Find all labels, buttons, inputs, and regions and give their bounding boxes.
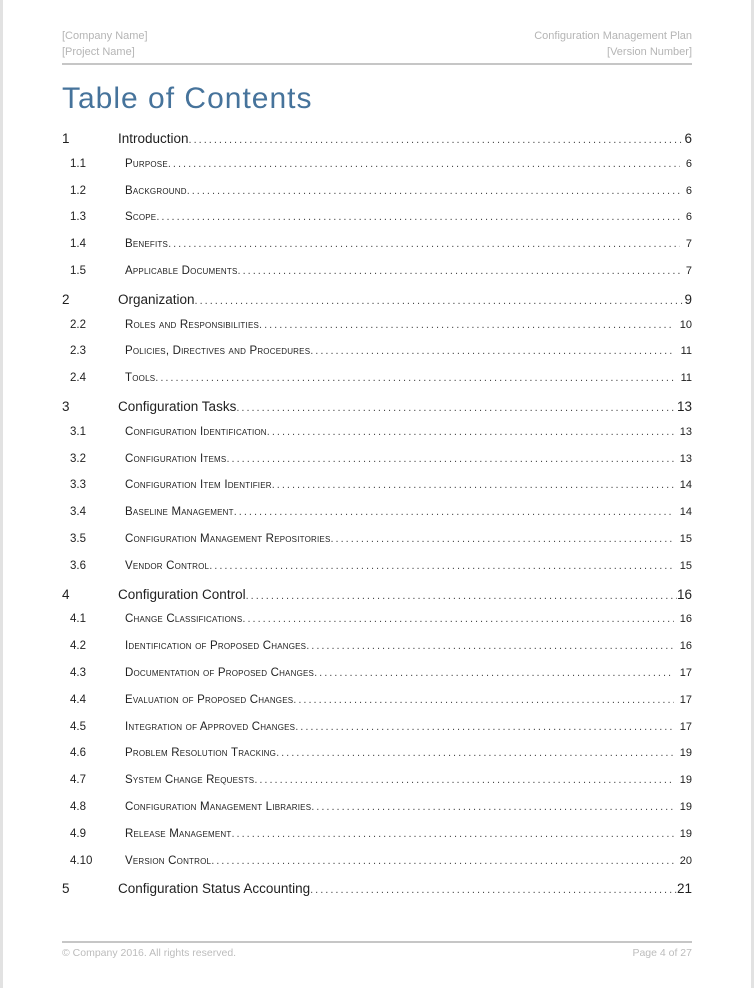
toc-entry-label: Version Control — [125, 854, 212, 867]
toc-dot-leader — [295, 721, 674, 733]
toc-dot-leader — [254, 774, 673, 786]
toc-entry-4.10[interactable] — [62, 855, 692, 882]
toc-entry-number: 4.2 — [70, 640, 86, 653]
toc-entry-page: 6 — [685, 157, 692, 170]
toc-entry-4[interactable] — [62, 587, 692, 614]
toc-entry-number: 2.2 — [70, 318, 86, 331]
toc-entry-number: 3.2 — [70, 452, 86, 465]
toc-entry-page: 17 — [679, 693, 692, 706]
toc-entry-label: Integration of Approved Changes — [125, 720, 296, 733]
toc-entry-4.7[interactable] — [62, 774, 692, 801]
toc-entry-label: Vendor Control — [125, 559, 210, 572]
toc-dot-leader — [234, 506, 674, 518]
page-title: Table of Contents — [62, 82, 313, 115]
toc-dot-leader — [330, 533, 673, 545]
toc-dot-leader — [209, 560, 674, 572]
toc-entry-4.9[interactable] — [62, 828, 692, 855]
footer-page-number: Page 4 of 27 — [632, 947, 692, 959]
page-footer-area — [62, 938, 692, 988]
toc-entry-page: 10 — [679, 318, 692, 331]
header-left — [62, 28, 148, 60]
toc-dot-leader — [246, 590, 677, 602]
toc-dot-leader — [272, 479, 674, 491]
toc-entry-label: Benefits — [125, 238, 169, 251]
toc-entry-label: Configuration Management Libraries — [125, 800, 312, 813]
toc-entry-number: 2.3 — [70, 345, 86, 358]
header-company-name: [Company Name] — [62, 30, 148, 42]
toc-entry-page: 19 — [679, 774, 692, 787]
toc-entry-4.3[interactable] — [62, 667, 692, 694]
toc-entry-number: 4.10 — [70, 854, 93, 867]
toc-entry-number: 4.1 — [70, 613, 86, 626]
toc-entry-1.5[interactable] — [62, 265, 692, 292]
toc-entry-number: 4.8 — [70, 800, 86, 813]
toc-entry-page: 6 — [685, 184, 692, 197]
toc-entry-number: 4 — [62, 586, 70, 602]
toc-entry-3[interactable] — [62, 399, 692, 426]
toc-entry-number: 1.1 — [70, 157, 86, 170]
footer-copyright: © Company 2016. All rights reserved. — [62, 947, 237, 959]
toc-entry-page: 16 — [676, 586, 692, 602]
toc-entry-page: 7 — [685, 238, 692, 251]
toc-entry-label: Change Classifications — [125, 613, 243, 626]
header-divider — [62, 63, 692, 65]
toc-entry-5[interactable] — [62, 881, 692, 908]
toc-entry-page: 17 — [679, 720, 692, 733]
toc-dot-leader — [310, 884, 677, 896]
toc-entry-page: 11 — [680, 345, 692, 358]
toc-entry-1.1[interactable] — [62, 158, 692, 185]
header-right — [534, 28, 692, 60]
toc-entry-label: Release Management — [125, 827, 232, 840]
toc-entry-4.5[interactable] — [62, 721, 692, 748]
toc-entry-number: 1.5 — [70, 264, 86, 277]
toc-entry-page: 19 — [679, 800, 692, 813]
toc-entry-label: Documentation of Proposed Changes — [125, 666, 315, 679]
toc-entry-number: 2.4 — [70, 372, 86, 385]
toc-entry-4.1[interactable] — [62, 613, 692, 640]
toc-entry-number: 3.6 — [70, 559, 86, 572]
toc-entry-label: System Change Requests — [125, 774, 255, 787]
toc-entry-number: 4.4 — [70, 693, 86, 706]
toc-entry-page: 11 — [680, 372, 692, 385]
toc-entry-page: 19 — [679, 747, 692, 760]
toc-entry-number: 3 — [62, 398, 70, 414]
header-version-number: [Version Number] — [607, 46, 692, 58]
toc-dot-leader — [306, 640, 674, 652]
toc-entry-3.1[interactable] — [62, 426, 692, 453]
toc-entry-label: Baseline Management — [125, 506, 234, 519]
toc-entry-label: Background — [125, 184, 187, 197]
toc-entry-label: Evaluation of Proposed Changes — [125, 693, 294, 706]
toc-entry-number: 1.3 — [70, 211, 86, 224]
toc-entry-2.4[interactable] — [62, 372, 692, 399]
toc-dot-leader — [155, 372, 674, 384]
toc-entry-page: 14 — [679, 506, 692, 519]
header-document-title: Configuration Management Plan — [534, 30, 692, 42]
toc-entry-label: Configuration Identification — [125, 425, 267, 438]
toc-entry-page: 20 — [679, 854, 692, 867]
toc-dot-leader — [211, 855, 674, 867]
toc-entry-page: 16 — [679, 613, 692, 626]
toc-entry-2.3[interactable] — [62, 345, 692, 372]
toc-dot-leader — [168, 238, 680, 250]
toc-entry-number: 4.5 — [70, 720, 86, 733]
toc-entry-page: 16 — [679, 640, 692, 653]
toc-entry-number: 3.3 — [70, 479, 86, 492]
toc-entry-4.4[interactable] — [62, 694, 692, 721]
toc-entry-1[interactable] — [62, 131, 692, 158]
toc-entry-page: 17 — [679, 666, 692, 679]
toc-entry-label: Policies, Directives and Procedures — [125, 345, 311, 358]
toc-dot-leader — [267, 426, 674, 438]
toc-dot-leader — [259, 319, 674, 331]
toc-entry-page: 13 — [679, 452, 692, 465]
toc-entry-page: 6 — [685, 211, 692, 224]
toc-dot-leader — [276, 747, 674, 759]
toc-entry-number: 5 — [62, 881, 70, 897]
toc-dot-leader — [231, 828, 673, 840]
toc-entry-number: 3.4 — [70, 506, 86, 519]
table-of-contents — [62, 131, 692, 908]
toc-entry-label: Applicable Documents — [125, 264, 238, 277]
toc-dot-leader — [311, 801, 674, 813]
toc-dot-leader — [195, 295, 685, 307]
toc-entry-label: Scope — [125, 211, 157, 224]
toc-entry-4.6[interactable] — [62, 747, 692, 774]
toc-entry-number: 4.6 — [70, 747, 86, 760]
toc-entry-page: 21 — [676, 881, 692, 897]
toc-entry-number: 4.3 — [70, 666, 86, 679]
toc-entry-label: Problem Resolution Tracking — [125, 747, 277, 760]
toc-entry-number: 1 — [62, 131, 70, 146]
toc-dot-leader — [238, 265, 680, 277]
toc-entry-label: Introduction — [118, 131, 189, 146]
toc-entry-3.3[interactable] — [62, 479, 692, 506]
toc-entry-label: Configuration Control — [118, 586, 246, 602]
toc-entry-label: Configuration Status Accounting — [118, 881, 311, 897]
toc-entry-label: Configuration Tasks — [118, 398, 237, 414]
toc-entry-4.2[interactable] — [62, 640, 692, 667]
toc-entry-3.4[interactable] — [62, 506, 692, 533]
toc-entry-page: 13 — [679, 425, 692, 438]
page-footer — [62, 946, 692, 960]
toc-entry-1.2[interactable] — [62, 185, 692, 212]
toc-entry-label: Roles and Responsibilities — [125, 318, 260, 331]
toc-dot-leader — [314, 667, 674, 679]
toc-entry-4.8[interactable] — [62, 801, 692, 828]
toc-entry-page: 7 — [685, 264, 692, 277]
toc-dot-leader — [293, 694, 673, 706]
toc-entry-3.5[interactable] — [62, 533, 692, 560]
toc-entry-2.2[interactable] — [62, 319, 692, 346]
toc-entry-number: 2 — [62, 291, 70, 307]
toc-entry-number: 1.2 — [70, 184, 86, 197]
toc-entry-number: 4.7 — [70, 774, 86, 787]
toc-entry-label: Configuration Management Repositories — [125, 532, 331, 545]
toc-entry-label: Configuration Items — [125, 452, 227, 465]
toc-entry-page: 15 — [679, 559, 692, 572]
toc-entry-3.2[interactable] — [62, 453, 692, 480]
toc-dot-leader — [156, 211, 680, 223]
header-project-name: [Project Name] — [62, 46, 135, 58]
toc-entry-label: Purpose — [125, 157, 168, 170]
toc-dot-leader — [226, 453, 673, 465]
toc-entry-2[interactable] — [62, 292, 692, 319]
toc-dot-leader — [189, 134, 685, 146]
toc-dot-leader — [310, 345, 674, 357]
toc-entry-1.4[interactable] — [62, 238, 692, 265]
toc-entry-page: 15 — [679, 532, 692, 545]
footer-divider — [62, 941, 692, 943]
toc-entry-number: 3.5 — [70, 532, 86, 545]
toc-entry-page: 13 — [676, 398, 692, 414]
toc-dot-leader — [236, 402, 677, 414]
toc-dot-leader — [187, 185, 680, 197]
toc-entry-number: 4.9 — [70, 827, 86, 840]
toc-dot-leader — [168, 158, 680, 170]
toc-dot-leader — [242, 613, 673, 625]
toc-entry-number: 3.1 — [70, 425, 86, 438]
toc-entry-label: Organization — [118, 291, 195, 307]
toc-entry-page: 6 — [684, 131, 692, 146]
toc-entry-1.3[interactable] — [62, 211, 692, 238]
toc-entry-3.6[interactable] — [62, 560, 692, 587]
toc-entry-page: 14 — [679, 479, 692, 492]
toc-entry-label: Tools — [125, 372, 156, 385]
toc-entry-label: Configuration Item Identifier — [125, 479, 272, 492]
toc-entry-page: 19 — [679, 827, 692, 840]
page-header — [62, 0, 692, 60]
toc-entry-label: Identification of Proposed Changes — [125, 640, 307, 653]
toc-entry-page: 9 — [684, 291, 692, 307]
toc-entry-number: 1.4 — [70, 238, 86, 251]
